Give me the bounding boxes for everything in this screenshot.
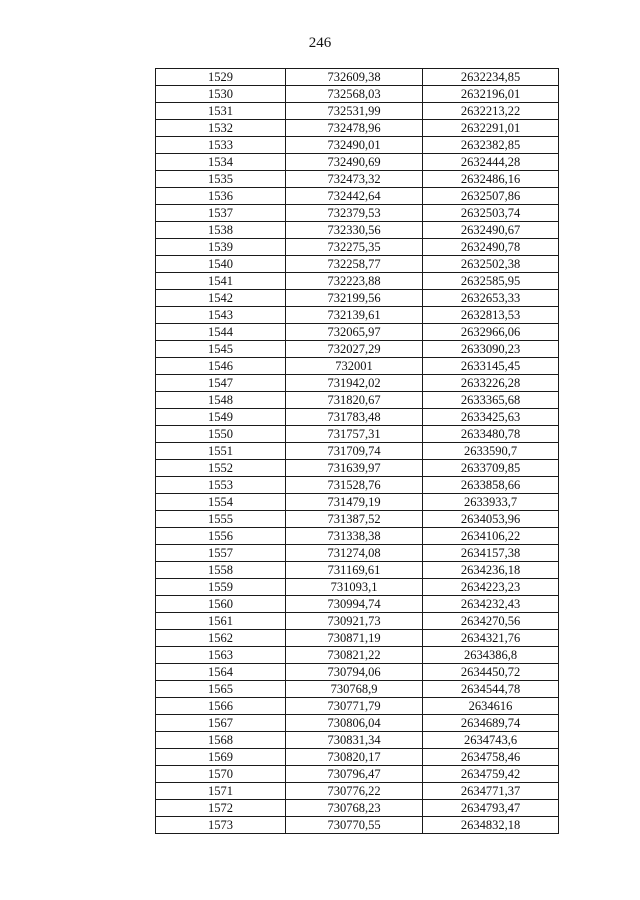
point-number-cell: 1560 [156,596,286,613]
point-number-cell: 1564 [156,664,286,681]
table-row [156,579,559,596]
point-number-cell: 1569 [156,749,286,766]
point-number-cell: 1546 [156,358,286,375]
y-coordinate-cell: 2632502,38 [423,256,559,273]
point-number-cell: 1541 [156,273,286,290]
y-coordinate-cell: 2632507,86 [423,188,559,205]
table-row [156,460,559,477]
table-row [156,256,559,273]
x-coordinate-cell: 732490,69 [286,154,423,171]
point-number-cell: 1558 [156,562,286,579]
coordinates-table-body [156,69,559,834]
y-coordinate-cell: 2633709,85 [423,460,559,477]
x-coordinate-cell: 732330,56 [286,222,423,239]
y-coordinate-cell: 2632585,95 [423,273,559,290]
y-coordinate-cell: 2633145,45 [423,358,559,375]
table-row [156,290,559,307]
table-row [156,137,559,154]
x-coordinate-cell: 732531,99 [286,103,423,120]
x-coordinate-cell: 732139,61 [286,307,423,324]
point-number-cell: 1530 [156,86,286,103]
y-coordinate-cell: 2632196,01 [423,86,559,103]
y-coordinate-cell: 2633590,7 [423,443,559,460]
table-row [156,205,559,222]
y-coordinate-cell: 2632234,85 [423,69,559,86]
point-number-cell: 1552 [156,460,286,477]
y-coordinate-cell: 2634232,43 [423,596,559,613]
table-row [156,783,559,800]
x-coordinate-cell: 730921,73 [286,613,423,630]
table-row [156,341,559,358]
y-coordinate-cell: 2632444,28 [423,154,559,171]
y-coordinate-cell: 2632653,33 [423,290,559,307]
point-number-cell: 1571 [156,783,286,800]
y-coordinate-cell: 2632813,53 [423,307,559,324]
table-row [156,324,559,341]
point-number-cell: 1537 [156,205,286,222]
table-row [156,715,559,732]
x-coordinate-cell: 731942,02 [286,375,423,392]
y-coordinate-cell: 2634236,18 [423,562,559,579]
x-coordinate-cell: 730771,79 [286,698,423,715]
point-number-cell: 1572 [156,800,286,817]
y-coordinate-cell: 2632291,01 [423,120,559,137]
table-row [156,698,559,715]
point-number-cell: 1567 [156,715,286,732]
x-coordinate-cell: 731709,74 [286,443,423,460]
table-row [156,545,559,562]
point-number-cell: 1568 [156,732,286,749]
x-coordinate-cell: 732442,64 [286,188,423,205]
point-number-cell: 1533 [156,137,286,154]
y-coordinate-cell: 2633090,23 [423,341,559,358]
x-coordinate-cell: 730820,17 [286,749,423,766]
point-number-cell: 1544 [156,324,286,341]
x-coordinate-cell: 731338,38 [286,528,423,545]
point-number-cell: 1554 [156,494,286,511]
y-coordinate-cell: 2632486,16 [423,171,559,188]
x-coordinate-cell: 730806,04 [286,715,423,732]
x-coordinate-cell: 732199,56 [286,290,423,307]
x-coordinate-cell: 731757,31 [286,426,423,443]
point-number-cell: 1553 [156,477,286,494]
y-coordinate-cell: 2634793,47 [423,800,559,817]
table-row [156,664,559,681]
point-number-cell: 1559 [156,579,286,596]
y-coordinate-cell: 2632213,22 [423,103,559,120]
table-row [156,749,559,766]
x-coordinate-cell: 732258,77 [286,256,423,273]
table-row [156,511,559,528]
table-row [156,528,559,545]
x-coordinate-cell: 730821,22 [286,647,423,664]
table-row [156,426,559,443]
table-row [156,681,559,698]
x-coordinate-cell: 730871,19 [286,630,423,647]
point-number-cell: 1548 [156,392,286,409]
y-coordinate-cell: 2634106,22 [423,528,559,545]
point-number-cell: 1557 [156,545,286,562]
x-coordinate-cell: 730776,22 [286,783,423,800]
page-number: 246 [308,35,332,51]
y-coordinate-cell: 2634743,6 [423,732,559,749]
point-number-cell: 1573 [156,817,286,834]
table-row [156,477,559,494]
point-number-cell: 1562 [156,630,286,647]
table-row [156,273,559,290]
y-coordinate-cell: 2633933,7 [423,494,559,511]
table-row [156,494,559,511]
x-coordinate-cell: 732609,38 [286,69,423,86]
point-number-cell: 1536 [156,188,286,205]
point-number-cell: 1556 [156,528,286,545]
table-row [156,171,559,188]
x-coordinate-cell: 732027,29 [286,341,423,358]
table-row [156,766,559,783]
y-coordinate-cell: 2634689,74 [423,715,559,732]
x-coordinate-cell: 730768,9 [286,681,423,698]
y-coordinate-cell: 2634771,37 [423,783,559,800]
y-coordinate-cell: 2634386,8 [423,647,559,664]
y-coordinate-cell: 2633480,78 [423,426,559,443]
x-coordinate-cell: 731783,48 [286,409,423,426]
y-coordinate-cell: 2634832,18 [423,817,559,834]
x-coordinate-cell: 730831,34 [286,732,423,749]
point-number-cell: 1542 [156,290,286,307]
coordinates-table [155,68,559,834]
table-row [156,647,559,664]
x-coordinate-cell: 731387,52 [286,511,423,528]
table-row [156,630,559,647]
point-number-cell: 1551 [156,443,286,460]
point-number-cell: 1531 [156,103,286,120]
point-number-cell: 1547 [156,375,286,392]
point-number-cell: 1549 [156,409,286,426]
x-coordinate-cell: 731169,61 [286,562,423,579]
table-row [156,307,559,324]
point-number-cell: 1550 [156,426,286,443]
table-row [156,239,559,256]
x-coordinate-cell: 732275,35 [286,239,423,256]
x-coordinate-cell: 731093,1 [286,579,423,596]
point-number-cell: 1529 [156,69,286,86]
y-coordinate-cell: 2633226,28 [423,375,559,392]
point-number-cell: 1555 [156,511,286,528]
x-coordinate-cell: 732490,01 [286,137,423,154]
y-coordinate-cell: 2632382,85 [423,137,559,154]
table-row [156,222,559,239]
table-row [156,613,559,630]
table-row [156,392,559,409]
table-row [156,562,559,579]
point-number-cell: 1563 [156,647,286,664]
x-coordinate-cell: 732065,97 [286,324,423,341]
y-coordinate-cell: 2634157,38 [423,545,559,562]
y-coordinate-cell: 2634759,42 [423,766,559,783]
x-coordinate-cell: 730994,74 [286,596,423,613]
y-coordinate-cell: 2634450,72 [423,664,559,681]
x-coordinate-cell: 730768,23 [286,800,423,817]
point-number-cell: 1535 [156,171,286,188]
x-coordinate-cell: 730770,55 [286,817,423,834]
table-row [156,596,559,613]
table-row [156,154,559,171]
y-coordinate-cell: 2632503,74 [423,205,559,222]
table-row [156,409,559,426]
x-coordinate-cell: 732379,53 [286,205,423,222]
x-coordinate-cell: 731479,19 [286,494,423,511]
x-coordinate-cell: 730796,47 [286,766,423,783]
y-coordinate-cell: 2634321,76 [423,630,559,647]
table-row [156,443,559,460]
y-coordinate-cell: 2634223,23 [423,579,559,596]
x-coordinate-cell: 732001 [286,358,423,375]
point-number-cell: 1539 [156,239,286,256]
y-coordinate-cell: 2633425,63 [423,409,559,426]
point-number-cell: 1566 [156,698,286,715]
point-number-cell: 1561 [156,613,286,630]
y-coordinate-cell: 2633858,66 [423,477,559,494]
point-number-cell: 1545 [156,341,286,358]
x-coordinate-cell: 731820,67 [286,392,423,409]
y-coordinate-cell: 2634544,78 [423,681,559,698]
x-coordinate-cell: 732223,88 [286,273,423,290]
point-number-cell: 1570 [156,766,286,783]
y-coordinate-cell: 2634053,96 [423,511,559,528]
y-coordinate-cell: 2632966,06 [423,324,559,341]
point-number-cell: 1532 [156,120,286,137]
y-coordinate-cell: 2632490,78 [423,239,559,256]
x-coordinate-cell: 731274,08 [286,545,423,562]
point-number-cell: 1538 [156,222,286,239]
point-number-cell: 1543 [156,307,286,324]
table-row [156,358,559,375]
point-number-cell: 1540 [156,256,286,273]
x-coordinate-cell: 732478,96 [286,120,423,137]
table-row [156,103,559,120]
x-coordinate-cell: 731528,76 [286,477,423,494]
x-coordinate-cell: 730794,06 [286,664,423,681]
y-coordinate-cell: 2634616 [423,698,559,715]
point-number-cell: 1534 [156,154,286,171]
table-row [156,732,559,749]
table-row [156,188,559,205]
x-coordinate-cell: 731639,97 [286,460,423,477]
x-coordinate-cell: 732473,32 [286,171,423,188]
x-coordinate-cell: 732568,03 [286,86,423,103]
table-row [156,800,559,817]
y-coordinate-cell: 2632490,67 [423,222,559,239]
table-row [156,86,559,103]
y-coordinate-cell: 2634270,56 [423,613,559,630]
table-row [156,375,559,392]
table-row [156,817,559,834]
point-number-cell: 1565 [156,681,286,698]
y-coordinate-cell: 2633365,68 [423,392,559,409]
table-row [156,120,559,137]
table-row [156,69,559,86]
y-coordinate-cell: 2634758,46 [423,749,559,766]
